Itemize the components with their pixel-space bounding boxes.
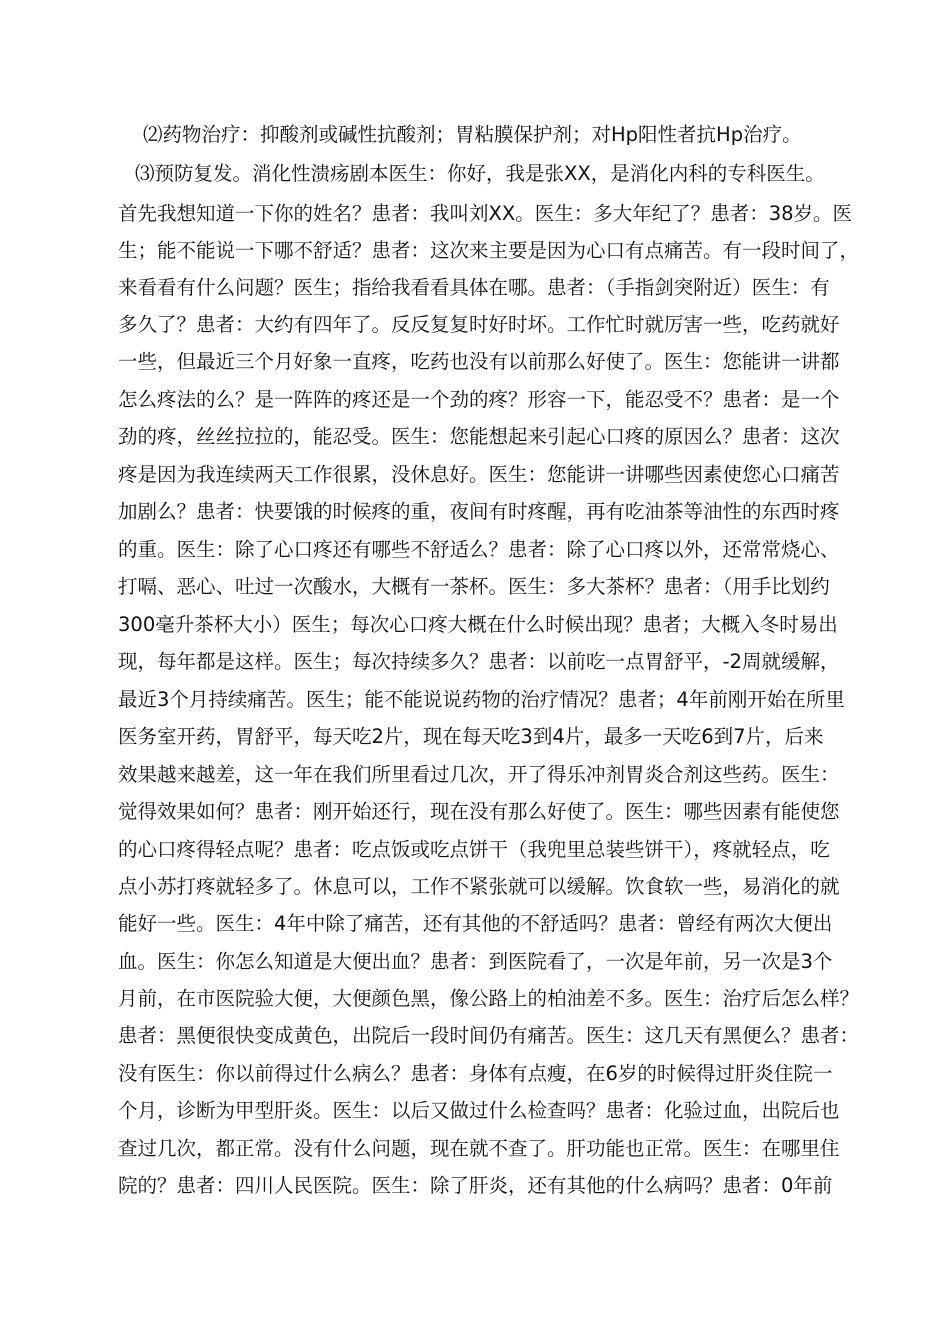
text-line: 查过几次，都正常。没有什么问题，现在就不查了。肝功能也正常。医生：在哪里住 xyxy=(118,1137,840,1160)
text-line: 来看看有什么问题？医生；指给我看看具体在哪。患者：（手指剑突附近）医生：有 xyxy=(118,276,830,299)
text-line: 医务室开药，胃舒平，每天吃2片，现在每天吃3到4片，最多一天吃6到7片，后来 xyxy=(118,725,824,748)
text-line: 劲的疼，丝丝拉拉的，能忍受。医生：您能想起来引起心口疼的原因么？患者：这次 xyxy=(118,425,840,448)
text-line: 多久了？患者：大约有四年了。反反复复时好时坏。工作忙时就厉害一些，吃药就好 xyxy=(118,313,840,336)
text-line: 疼是因为我连续两天工作很累，没休息好。医生：您能讲一讲哪些因素使您心口痛苦 xyxy=(118,463,840,486)
text-line: 首先我想知道一下你的姓名？患者：我叫刘XX。医生：多大年纪了？患者：38岁。医 xyxy=(118,202,853,225)
text-line: 300毫升茶杯大小）医生；每次心口疼大概在什么时候出现？患者；大概入冬时易出 xyxy=(118,613,838,636)
text-line: 加剧么？患者：快要饿的时候疼的重，夜间有时疼醒，再有吃油茶等油性的东西时疼 xyxy=(118,500,840,523)
text-line: 能好一些。医生：4年中除了痛苦，还有其他的不舒适吗？患者：曾经有两次大便出 xyxy=(118,912,833,935)
text-line: 最近3个月持续痛苦。医生；能不能说说药物的治疗情况？患者；4年前刚开始在所里 xyxy=(118,688,845,711)
text-line: 生；能不能说一下哪不舒适？患者：这次来主要是因为心口有点痛苦。有一段时间了， xyxy=(118,239,860,262)
text-line: ⑶预防复发。消化性溃疡剧本医生：你好，我是张XX，是消化内科的专科医生。 xyxy=(135,162,825,185)
text-line: 怎么疼法的么？是一阵阵的疼还是一个劲的疼？形容一下，能忍受不？患者：是一个 xyxy=(118,388,840,411)
text-line: 没有医生：你以前得过什么病么？患者：身体有点瘦，在6岁的时候得过肝炎住院一 xyxy=(118,1062,833,1085)
text-line: 打嗝、恶心、吐过一次酸水，大概有一茶杯。医生：多大茶杯？患者：（用手比划约 xyxy=(118,575,830,598)
text-line: 现，每年都是这样。医生；每次持续多久？患者：以前吃一点胃舒平，-2周就缓解， xyxy=(118,650,840,673)
text-line: 月前，在市医院验大便，大便颜色黑，像公路上的柏油差不多。医生：治疗后怎么样？ xyxy=(118,987,860,1010)
text-line: 院的？患者：四川人民医院。医生：除了肝炎，还有其他的什么病吗？患者：0年前 xyxy=(118,1174,833,1197)
text-line: 效果越来越差，这一年在我们所里看过几次，开了得乐冲剂胃炎合剂这些药。医生： xyxy=(118,763,840,786)
text-line: 的心口疼得轻点呢？患者：吃点饭或吃点饼干（我兜里总装些饼干），疼就轻点，吃 xyxy=(118,838,830,861)
text-line: 的重。医生：除了心口疼还有哪些不舒适么？患者：除了心口疼以外，还常常烧心、 xyxy=(118,538,840,561)
text-line: 点小苏打疼就轻多了。休息可以，工作不紧张就可以缓解。饮食软一些，易消化的就 xyxy=(118,875,840,898)
text-line: ⑵药物治疗：抑酸剂或碱性抗酸剂；胃粘膜保护剂；对Hp阳性者抗Hp治疗。 xyxy=(143,123,802,146)
text-line: 患者：黑便很快变成黄色，出院后一段时间仍有痛苦。医生：这几天有黑便么？患者： xyxy=(118,1024,860,1047)
text-line: 血。医生：你怎么知道是大便出血？患者：到医院看了，一次是年前，另一次是3个 xyxy=(118,950,833,973)
text-line: 个月，诊断为甲型肝炎。医生：以后又做过什么检查吗？患者：化验过血，出院后也 xyxy=(118,1099,840,1122)
text-line: 觉得效果如何？患者：刚开始还行，现在没有那么好使了。医生：哪些因素有能使您 xyxy=(118,800,840,823)
text-line: 一些，但最近三个月好象一直疼，吃药也没有以前那么好使了。医生：您能讲一讲都 xyxy=(118,350,840,373)
